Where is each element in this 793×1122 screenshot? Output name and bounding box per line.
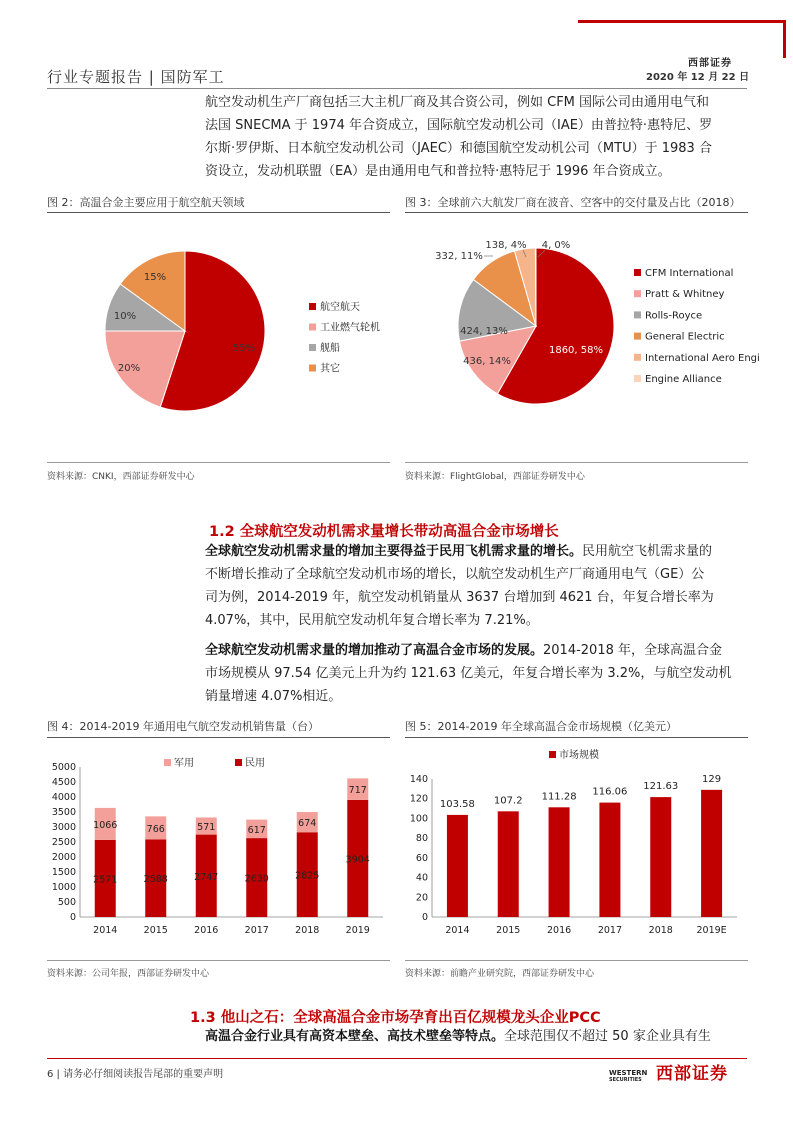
fig3-legend-swatch (634, 311, 641, 318)
fig2-slice-label: 20% (117, 363, 141, 374)
fig4-bar-label-military: 617 (247, 824, 266, 836)
fig4-bar-label-civil: 2588 (143, 874, 168, 886)
report-type: 行业专题报告 | 国防军工 (47, 68, 225, 86)
fig4-bar-label-civil: 2825 (295, 870, 320, 882)
fig4-ytick-label: 4500 (51, 777, 76, 788)
fig4-bar-label-civil: 3904 (345, 854, 370, 866)
fig2-source: 资料来源：CNKI，西部证券研发中心 (47, 472, 195, 482)
fig3-legend (634, 268, 760, 385)
fig4-xtick-label: 2014 (93, 925, 118, 936)
fig3-legend-swatch (634, 375, 641, 382)
fig4-ytick-label: 1500 (51, 867, 76, 878)
p2-line-1: 2014-2018 年，全球高温合金 (543, 643, 723, 658)
fig4-bar-label-military: 571 (197, 822, 216, 834)
fig4-ytick-label: 500 (57, 897, 76, 908)
fig4-bar-label-military: 674 (298, 818, 317, 830)
fig4-ytick-label: 4000 (51, 792, 76, 803)
fig3-slice-5 (535, 248, 536, 326)
fig5-title: 图 5：2014-2019 年全球高温合金市场规模（亿美元） (405, 720, 677, 733)
fig4-bar-label-military: 717 (348, 785, 367, 797)
section-1-3-paragraph (205, 1025, 748, 1048)
fig4-ytick-label: 3000 (51, 822, 76, 833)
fig5-bottom-rule (405, 960, 748, 961)
fig2-legend-label: 舰船 (320, 343, 340, 354)
fig5-legend-label: 市场规模 (559, 750, 599, 761)
p2-bold-lead: 全球航空发动机需求量的增加推动了高温合金市场的发展。 (205, 643, 544, 658)
fig5-bar-label: 103.58 (439, 798, 475, 810)
fig4-ytick-label: 2500 (51, 837, 76, 848)
fig4-ytick-label: 3500 (51, 807, 76, 818)
fig5-bars (440, 774, 722, 917)
fig3-slice-label: 1860, 58% (548, 345, 604, 356)
fig4-ytick-label: 2000 (51, 852, 76, 863)
fig3-slice-label: 138, 4% (485, 240, 527, 251)
intro-line: 航空发动机生产厂商包括三大主机厂商及其合资公司，例如 CFM 国际公司由通用电气和 (205, 95, 710, 110)
footer-logo: 西部证券 (656, 1064, 728, 1084)
fig5-ytick-label: 60 (415, 852, 428, 864)
fig4-bar-label-civil: 2571 (93, 874, 118, 886)
fig3-legend-swatch (634, 354, 641, 361)
fig5-source: 资料来源：前瞻产业研究院，西部证券研发中心 (405, 969, 595, 979)
fig4-ytick-label: 1000 (51, 882, 76, 893)
fig5-xtick-label: 2015 (496, 925, 521, 936)
fig2-slice-label: 10% (113, 311, 137, 322)
fig3-slice-label: 4, 0% (541, 240, 571, 251)
fig3-slice-label: 332, 11% (435, 251, 483, 262)
fig2-legend-swatch (309, 365, 316, 372)
fig2-legend-swatch (309, 303, 316, 310)
fig2-slice-label: 55% (232, 343, 256, 354)
section-1-2-paragraph-2 (205, 639, 748, 708)
fig4-title: 图 4：2014-2019 年通用电气航空发动机销售量（台） (47, 720, 319, 733)
fig2-legend-swatch (309, 344, 316, 351)
fig4-legend-label: 军用 (174, 758, 194, 769)
intro-line: 资设立，发动机联盟（EA）是由通用电气和普拉特·惠特尼于 1996 年合资成立。 (205, 164, 671, 179)
fig3-bottom-rule (405, 462, 748, 463)
fig4-chart (47, 738, 390, 960)
fig5-bar-label: 129 (702, 773, 722, 785)
fig5-bar-label: 121.63 (643, 781, 679, 793)
header-accent-corner (783, 20, 786, 58)
fig2-chart (47, 213, 390, 463)
fig4-source: 资料来源：公司年报，西部证券研发中心 (47, 969, 210, 979)
fig4-bar-label-civil: 2747 (194, 871, 219, 883)
fig5-ytick-label: 0 (421, 912, 428, 923)
fig4-legend-label: 民用 (245, 758, 265, 769)
fig5-bar (498, 811, 519, 917)
fig3-legend-swatch (634, 269, 641, 276)
fig5-xtick-label: 2016 (546, 925, 572, 936)
fig3-title: 图 3：全球前六大航发厂商在波音、空客中的交付量及占比（2018） (405, 196, 741, 209)
fig5-bar-label: 107.2 (493, 795, 523, 807)
fig3-source: 资料来源：FlightGlobal，西部证券研发中心 (405, 472, 585, 482)
fig4-bottom-rule (47, 960, 390, 961)
p2-line-2: 市场规模从 97.54 亿美元上升为约 121.63 亿美元，年复合增长率为 3.2%，与航空发动机 (205, 666, 732, 681)
fig5-ytick-label: 80 (415, 833, 428, 845)
fig5-bar (701, 790, 722, 917)
fig5-ytick-label: 100 (409, 813, 428, 825)
fig5-xtick-label: 2019E (696, 925, 727, 936)
fig3-legend-swatch (634, 290, 641, 297)
p1-line-3: 司为例，2014-2019 年，航空发动机销量从 3637 台增加到 4621 台，年复合增长率为 (205, 590, 714, 605)
fig5-legend-swatch (549, 751, 556, 758)
intro-line: 法国 SNECMA 于 1974 年合资成立，国际航空发动机公司（IAE）由普拉特·惠特尼、罗 (205, 118, 713, 133)
report-date: 2020 年 12 月 22 日 (646, 72, 750, 83)
fig5-bar (549, 807, 570, 917)
fig4-legend (164, 757, 265, 769)
fig5-bar (599, 803, 620, 917)
fig5-ytick-label: 140 (409, 774, 428, 785)
fig2-legend-label: 工业燃气轮机 (320, 322, 380, 334)
fig4-xtick-label: 2016 (194, 925, 219, 936)
fig2-bottom-rule (47, 462, 390, 463)
fig4-xtick-label: 2017 (244, 925, 269, 936)
fig5-xtick-label: 2017 (597, 925, 623, 936)
fig3-legend-label: Rolls-Royce (645, 310, 703, 322)
footer-logo-english (609, 1069, 647, 1083)
fig4-ytick-label: 5000 (51, 762, 76, 773)
fig5-xtick-label: 2014 (445, 925, 470, 936)
fig5-bar (447, 815, 468, 917)
fig3-legend-swatch (634, 333, 641, 340)
fig5-legend (549, 748, 599, 761)
fig5-bar-label: 111.28 (541, 791, 577, 803)
footer-disclaimer: 6 | 请务必仔细阅读报告尾部的重要声明 (47, 1069, 224, 1080)
fig4-legend-swatch (164, 759, 171, 766)
fig5-bar (650, 797, 671, 917)
fig2-legend-swatch (309, 324, 316, 331)
fig4-bar-label-military: 1066 (93, 819, 118, 831)
fig5-ytick-label: 20 (415, 892, 428, 904)
section-1-2-paragraph-1 (205, 540, 748, 632)
fig3-legend-label: International Aero Engi (645, 352, 760, 364)
fig4-bar-label-military: 766 (146, 823, 165, 835)
p1-line-4: 4.07%，其中，民用航空发动机年复合增长率为 7.21%。 (205, 613, 539, 628)
fig4-bar-label-civil: 2630 (244, 873, 269, 885)
fig5-chart (405, 738, 748, 960)
fig5-xtick-label: 2018 (648, 925, 673, 936)
p2-line-3: 销量增速 4.07%相近。 (205, 689, 342, 704)
fig2-legend-label: 其它 (320, 363, 340, 375)
section-1-2-title: 1.2 全球航空发动机需求量增长带动高温合金市场增长 (209, 524, 559, 540)
fig2-title: 图 2：高温合金主要应用于航空航天领域 (47, 196, 245, 209)
fig3-slice-label: 424, 13% (460, 326, 508, 337)
footer-divider (47, 1058, 747, 1059)
fig3-slice-label: 436, 14% (463, 356, 511, 367)
footer-logo-en-2: SECURITIES (609, 1077, 642, 1083)
fig3-legend-label: Engine Alliance (645, 374, 722, 385)
fig2-legend-label: 航空航天 (320, 302, 360, 313)
fig2-legend (309, 300, 380, 375)
fig4-ytick-label: 0 (69, 912, 76, 923)
header-divider (47, 88, 747, 89)
p3-line-1: 全球范围仅不超过 50 家企业具有生 (504, 1029, 711, 1044)
p3-bold-lead: 高温合金行业具有高资本壁垒、高技术壁垒等特点。 (205, 1029, 505, 1044)
intro-line: 尔斯·罗伊斯、日本航空发动机公司（JAEC）和德国航空发动机公司（MTU）于 1983 合 (205, 141, 712, 156)
fig4-xtick-label: 2018 (295, 925, 320, 936)
fig2-slices (105, 251, 265, 411)
section-1-3-title: 1.3 他山之石：全球高温合金市场孕育出百亿规模龙头企业PCC (190, 1010, 601, 1026)
header-brand: 西部证券 (688, 58, 732, 69)
fig4-xtick-label: 2019 (345, 925, 370, 936)
header-accent-line (578, 20, 786, 23)
fig4-bars (93, 778, 370, 917)
fig4-legend-swatch (235, 759, 242, 766)
fig3-legend-label: Pratt & Whitney (645, 289, 725, 301)
fig5-bar-label: 116.06 (592, 786, 628, 798)
fig3-legend-label: CFM International (645, 268, 734, 279)
fig4-xtick-label: 2015 (143, 925, 168, 936)
fig5-ytick-label: 120 (409, 793, 428, 805)
p1-bold-lead: 全球航空发动机需求量的增加主要得益于民用飞机需求量的增长。 (205, 544, 583, 559)
p1-line-2: 不断增长推动了全球航空发动机市场的增长，以航空发动机生产厂商通用电气（GE）公 (205, 567, 705, 582)
fig3-legend-label: General Electric (645, 331, 725, 343)
fig3-chart (405, 213, 760, 463)
fig5-ytick-label: 40 (415, 872, 428, 884)
fig2-slice-label: 15% (143, 272, 167, 283)
p1-line-1: 民用航空飞机需求量的 (582, 544, 713, 559)
intro-paragraph (205, 91, 748, 183)
footer-logo-en-1: WESTERN (609, 1069, 648, 1077)
